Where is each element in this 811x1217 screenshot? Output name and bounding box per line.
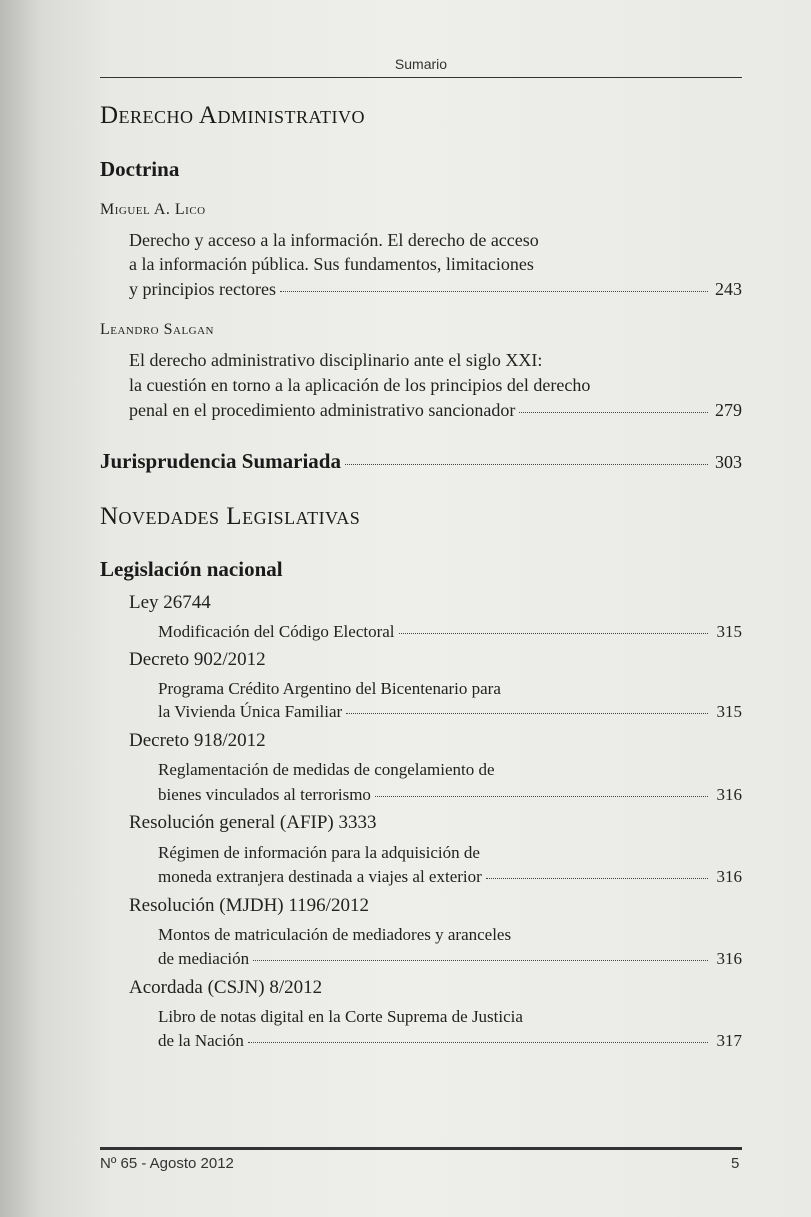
toc-entry-law[interactable] [158, 700, 742, 723]
dot-leader [346, 713, 708, 714]
law-title: Acordada (CSJN) 8/2012 [129, 977, 323, 998]
page-number: 303 [715, 452, 742, 472]
law-description: Programa Crédito Argentino del Bicentenario para [158, 679, 501, 698]
toc-entry-law[interactable] [158, 865, 742, 888]
page-number: 315 [716, 702, 742, 721]
toc-entry-jurisprudencia[interactable] [100, 449, 742, 474]
toc-entry-law[interactable] [158, 783, 742, 806]
toc-entry-law[interactable] [158, 620, 742, 643]
law-title: Decreto 902/2012 [129, 649, 266, 670]
toc-entry-salgan[interactable] [129, 398, 742, 422]
dot-leader [519, 412, 708, 413]
law-title: Resolución general (AFIP) 3333 [129, 812, 377, 833]
page-number: 316 [716, 785, 742, 804]
law-description: moneda extranjera destinada a viajes al exterior [158, 867, 482, 886]
law-description: de mediación [158, 949, 250, 968]
author-salgan: Leandro Salgan [100, 321, 214, 338]
dot-leader [280, 291, 708, 292]
page-number: 279 [715, 400, 742, 420]
running-head: Sumario [394, 56, 448, 72]
law-title: Decreto 918/2012 [129, 730, 266, 751]
page-number: 315 [716, 622, 742, 641]
author-lico: Miguel A. Lico [100, 201, 206, 218]
subsection-doctrina: Doctrina [100, 157, 180, 181]
law-description: Régimen de información para la adquisición de [158, 843, 480, 862]
dot-leader [486, 878, 708, 879]
section-title-admin: Derecho Administrativo [100, 102, 365, 129]
toc-entry-lico[interactable] [129, 277, 742, 301]
law-description: Modificación del Código Electoral [158, 622, 395, 641]
section-title-novedades: Novedades Legislativas [100, 503, 361, 530]
entry-lico-line3: y principios rectores [129, 279, 276, 299]
entry-salgan-line1: El derecho administrativo disciplinario ante el siglo XXI: [129, 350, 543, 370]
page-number: 317 [716, 1031, 742, 1050]
toc-entry-law[interactable] [158, 1029, 742, 1052]
subsection-jurisprudencia: Jurisprudencia Sumariada [100, 449, 341, 473]
page-number: 316 [716, 949, 742, 968]
folio-page-number: 5 [731, 1155, 740, 1172]
dot-leader [399, 633, 708, 634]
entry-salgan-line2: la cuestión en torno a la aplicación de los principios del derecho [129, 375, 591, 395]
dot-leader [375, 796, 708, 797]
issue-info: Nº 65 - Agosto 2012 [100, 1155, 234, 1172]
law-title: Ley 26744 [129, 592, 211, 613]
page-number: 243 [715, 279, 742, 299]
law-description: de la Nación [158, 1031, 244, 1050]
law-description: Libro de notas digital en la Corte Suprema de Justicia [158, 1007, 523, 1026]
dot-leader [248, 1042, 708, 1043]
law-title: Resolución (MJDH) 1196/2012 [129, 895, 369, 916]
entry-lico-line1: Derecho y acceso a la información. El derecho de acceso [129, 230, 539, 250]
law-description: la Vivienda Única Familiar [158, 702, 343, 721]
bottom-rule [100, 1147, 742, 1150]
page-number: 316 [716, 867, 742, 886]
law-description: Reglamentación de medidas de congelamiento de [158, 760, 495, 779]
entry-salgan-line3: penal en el procedimiento administrativo sancionador [129, 400, 516, 420]
law-description: bienes vinculados al terrorismo [158, 785, 371, 804]
subsection-nacional: Legislación nacional [100, 557, 283, 581]
top-rule [100, 77, 742, 78]
entry-lico-line2: a la información pública. Sus fundamentos, limitaciones [129, 254, 534, 274]
dot-leader [253, 960, 708, 961]
dot-leader [345, 464, 708, 465]
law-description: Montos de matriculación de mediadores y aranceles [158, 925, 512, 944]
toc-entry-law[interactable] [158, 947, 742, 970]
